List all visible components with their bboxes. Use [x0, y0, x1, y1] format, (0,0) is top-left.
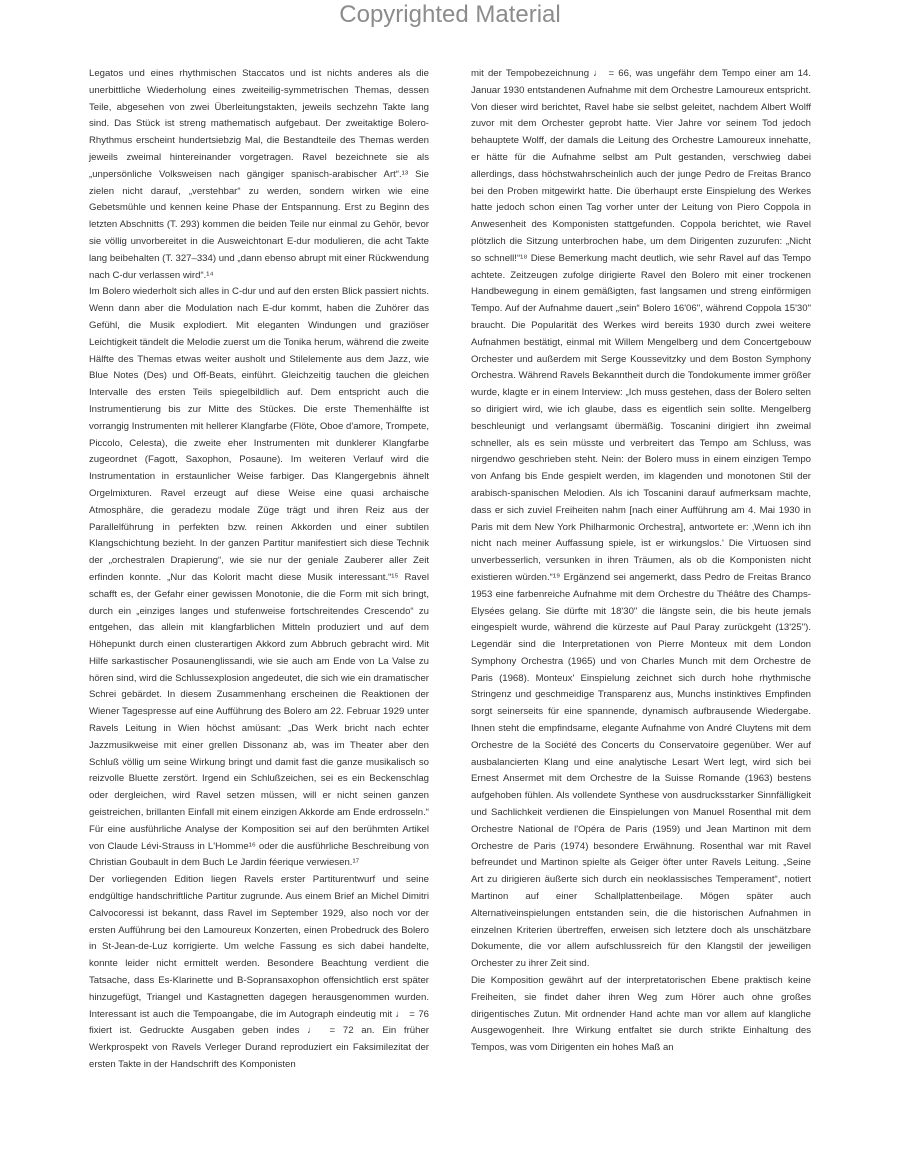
- text-column-right: [471, 66, 811, 1057]
- text-column-left: [89, 66, 429, 1074]
- copyright-watermark: Copyrighted Material: [339, 1, 561, 28]
- paragraph: Die Komposition gewährt auf der interpretatorischen Ebene praktisch keine Freiheiten, sie findet daher ihren Weg zum Hörer auch ohne großes dirigentisches Zutun. Mit ordnender Hand achte man vor allem auf klangliche Ausgewogenheit. Ihre Wirkung entfaltet sie durch strikte Einhaltung des Tempos, was vom Dirigenten ein hohes Maß an: [471, 975, 811, 1054]
- paragraph: Der vorliegenden Edition liegen Ravels erster Partiturentwurf und seine endgültige handschriftliche Partitur zugrunde. Aus einem Brief an Michel Dimitri Calvocoressi ist bekannt, dass Ravel im September 1929, also noch vor der ersten Aufführung bei den Lamoureux Konzerten, einen Probedruck des Bolero in St-Jean-de-Luz korrigierte. Um welche Fassung es sich dabei handelte, konnte leider nicht ermittelt werden. Besondere Beachtung verdient die Tatsache, dass Es-Klarinette und B-Sopransaxophon offensichtlich erst später hinzugefügt, Triangel und Kastagnetten dagegen herausgenommen wurden. Interessant ist auch die Tempoangabe, die im Autograph eindeutig mit ♩ = 76 fixiert ist. Gedruckte Ausgaben geben indes ♩ = 72 an. Ein früher Werkprospekt von Ravels Verleger Durand reproduziert ein Faksimilezitat der ersten Takte in der Handschrift des Komponisten: [89, 874, 429, 1071]
- paragraph: Im Bolero wiederholt sich alles in C-dur und auf den ersten Blick passiert nichts. Wenn dann aber die Modulation nach E-dur kommt, haben die Zuhörer das Gefühl, die Musik explodiert. Mit eleganten Windungen und graziöser Leichtigkeit tändelt die Melodie zuerst um die Tonika herum, während die zweite Hälfte des Themas etwas weiter ausholt und Stilelemente aus dem Jazz, wie Blue Notes (Des) und Off-Beats, einführt. Gleichzeitig tauchen die gleichen Intervalle des ersten Teils spiegelbildlich auf. Dem entspricht auch die Instrumentierung bis zur Mitte des Stückes. Die erste Themenhälfte ist vorrangig Instrumenten mit hellerer Klangfarbe (Flöte, Oboe d'amore, Trompete, Piccolo, Celesta), die zweite eher Instrumenten mit dunklerer Klangfarbe zugeordnet (Fagott, Saxophon, Posaune). Im weiteren Verlauf wird die Instrumentation in erstaunlicher Weise farbiger. Das Klangergebnis ähnelt Orgelmixturen. Ravel erzeugt auf diese Weise eine quasi archaische Atmosphäre, die geradezu modale Züge trägt und ihren Reiz aus der Parallelführung in perfekten bzw. reinen Akkorden und einer subtilen Klangschichtung bezieht. In der ganzen Partitur manifestiert sich diese Technik der „orchestralen Drapierung“, wie sie nur der geniale Zauberer aller Zeit erfinden konnte. „Nur das Kolorit macht diese Musik interessant.“¹⁵ Ravel schafft es, der Gefahr einer gewissen Monotonie, die die Form mit sich bringt, durch ein „einziges langes und stufenweise fortschreitendes Crescendo“ zu entgehen, das allein mit klangfarblichen Mitteln produziert und auf dem Höhepunkt durch einen clusterartigen Akkord zum Abbruch gebracht wird. Mit Hilfe sarkastischer Posaunenglissandi, wie sie auch am Ende von La Valse zu hören sind, wird die Schlussexplosion angedeutet, die sich wie ein dramatischer Schrei gebärdet. In diesem Zusammenhang erscheinen die Reaktionen der Wiener Tagespresse auf eine Aufführung des Bolero am 22. Februar 1929 unter Ravels Leitung in Wien höchst amüsant: „Das Werk bricht nach echter Jazzmusikweise mit einer grellen Dissonanz ab, was im Theater aber den Schluß völlig um seine Wirkung bringt und damit fast die ganze musikalisch so reizvolle Bluette zerstört. Irgend ein Schlußzeichen, sei es ein Beckenschlag oder dergleichen, wird Ravel setzen müssen, will er nicht seinen ganzen geistreichen, brillanten Einfall mit einem einzigen Akkorde am Ende erdrosseln.“ Für eine ausführliche Analyse der Komposition sei auf den berühmten Artikel von Claude Lévi-Strauss in L'Homme¹⁶ oder die ausführliche Beschreibung von Christian Goubault in dem Buch Le Jardin féerique verwiesen.¹⁷: [89, 286, 429, 869]
- paragraph: Legatos und eines rhythmischen Staccatos und ist nichts anderes als die unerbittliche Wiederholung eines zweiteilig-symmetrischen Themas, dessen Teile, abgesehen von zwei Überleitungstakten, jeweils sechzehn Takte lang sind. Das Stück ist streng mathematisch aufgebaut. Der zweitaktige Bolero-Rhythmus erscheint hundertsiebzig Mal, die Bestandteile des Themas werden jeweils zweimal hintereinander vorgetragen. Ravel bezeichnete sie als „unpersönliche Volksweisen nach gängiger spanisch-arabischer Art“.¹³ Sie zielen nicht darauf, „verstehbar“ zu werden, sondern wirken wie eine Gebetsmühle und kennen keine Phase der Entspannung. Erst zu Beginn des letzten Abschnitts (T. 293) kommen die beiden Teile nur einmal zu Gehör, bevor sie völlig unvorbereitet in die Ausweichtonart E-dur modulieren, die acht Takte lang beibehalten (T. 327–334) und „dann ebenso abrupt mit einer Rückwendung nach C-dur verlassen wird“.¹⁴: [89, 68, 429, 281]
- paragraph: mit der Tempobezeichnung ♩ = 66, was ungefähr dem Tempo einer am 14. Januar 1930 entstandenen Aufnahme mit dem Orchestre Lamoureux entspricht. Von dieser wird berichtet, Ravel habe sie selbst geleitet, nachdem Albert Wolff zuvor mit dem Orchester geprobt hatte. Vier Jahre vor seinem Tod jedoch behauptete Wolff, der damals die Leitung des Orchestre Lamoureux innehatte, er hätte für die Aufnahme selbst am Pult gestanden, verschwieg dabei allerdings, dass höchstwahrscheinlich auch der junge Pedro de Freitas Branco bei den Proben mitgewirkt hatte. Die überhaupt erste Einspielung des Werkes hatte jedoch schon einen Tag vorher unter der Leitung von Piero Coppola in Anwesenheit des Komponisten stattgefunden. Coppola berichtet, wie Ravel plötzlich die Sitzung unterbrochen habe, um dem Dirigenten zuzurufen: „Nicht so schnell!“¹⁸ Diese Bemerkung macht deutlich, wie sehr Ravel auf das Tempo achtete. Zeitzeugen zufolge dirigierte Ravel den Bolero mit einer trockenen Handbewegung in einem gemäßigten, fast langsamen und streng einförmigen Tempo. Auf der Aufnahme dauert „sein“ Bolero 16'06", während Coppola 15'30" braucht. Die Popularität des Werkes wird bereits 1930 durch zwei weitere Aufnahmen bestätigt, einmal mit Willem Mengelberg und dem Concertgebouw Orchester und außerdem mit Serge Koussevitzky und dem Boston Symphony Orchestra. Während Ravels Bekanntheit durch die Tondokumente immer größer wurde, klagte er in einem Interview: „Ich muss gestehen, dass der Bolero selten so dirigiert wird, wie ich glaube, dass es eigentlich sein sollte. Mengelberg beschleunigt und verlangsamt übermäßig. Toscanini dirigiert ihn zweimal schneller, als es sein müsste und verbreitert das Tempo am Schluss, was nirgendwo geschrieben steht. Nein: der Bolero muss in einem einzigen Tempo von Anfang bis Ende gespielt werden, im klagenden und monotonen Stil der arabisch-spanischen Melodien. Als ich Toscanini darauf aufmerksam machte, dass er sich zuviel Freiheiten nahm [nach einer Aufführung am 4. Mai 1930 in Paris mit dem New York Philharmonic Orchestra], antwortete er: ‚Wenn ich ihn nicht nach meiner Auffassung spiele, ist er wirkungslos.' Die Virtuosen sind unverbesserlich, versunken in ihren Träumen, als ob die Komponisten nicht existieren würden.“¹⁹ Ergänzend sei angemerkt, dass Pedro de Freitas Branco 1953 eine farbenreiche Aufnahme mit dem Orchestre du Théâtre des Champs-Elysées gelang. Sie dürfte mit 18'30" die längste sein, die bis heute jemals eingespielt wurde, während die kürzeste auf Paul Paray zurückgeht (13'25"). Legendär sind die Interpretationen von Pierre Monteux mit dem London Symphony Orchestra (1965) und von Charles Munch mit dem Orchestre de Paris (1968). Monteux' Einspielung zeichnet sich durch hohe rhythmische Stringenz und geschmeidige Transparenz aus, Munchs instinktives Empfinden sorgt seinerseits für eine spannende, dynamisch aufbrausende Wiedergabe. Ihnen steht die empfindsame, elegante Aufnahme von André Cluytens mit dem Orchestre de la Société des Concerts du Conservatoire gegenüber. Wer auf ausbalancierten Klang und eine analytische Lesart Wert legt, wird sich bei Ernest Ansermet mit dem Orchestre de la Suisse Romande (1963) bestens aufgehoben fühlen. Als vollendete Synthese von ausdrucksstarker Sinnfälligkeit und Sachlichkeit verdienen die Einspielungen von Manuel Rosenthal mit dem Orchestre National de l'Opéra de Paris (1959) und Jean Martinon mit dem Orchestre de Paris (1974) besondere Erwähnung. Rosenthal war mit Ravel befreundet und Martinon spielte als Geiger öfter unter Ravels Leitung. „Seine Art zu dirigieren äußerte sich durch ein neoklassisches Temperament“, notiert Martinon auf einer Schallplattenbeilage. Mögen später auch Alternativeinspielungen entstanden sein, die die historischen Aufnahmen in einzelnen Kriterien übertreffen, erweisen sich letztere doch als unschätzbare Dokumente, die vor allem aufschlussreich für den Klangstil der jeweiligen Orchester zu ihrer Zeit sind.: [471, 68, 811, 970]
